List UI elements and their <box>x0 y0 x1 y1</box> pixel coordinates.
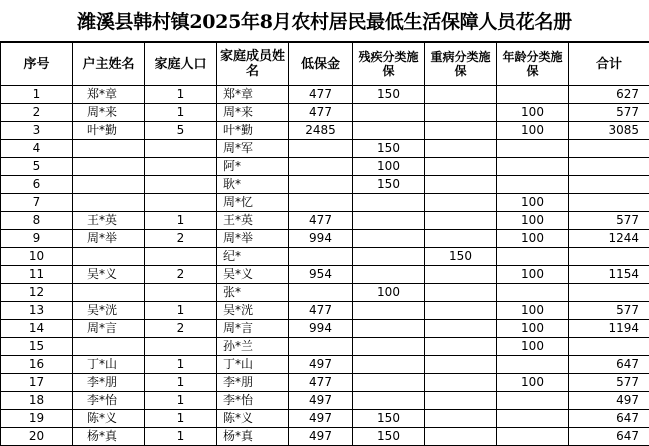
cell-illness[interactable] <box>425 374 497 392</box>
cell-household-size[interactable]: 2 <box>145 320 217 338</box>
cell-member-name[interactable]: 纪* <box>217 248 289 266</box>
cell-seq[interactable]: 6 <box>1 176 73 194</box>
cell-illness[interactable] <box>425 284 497 302</box>
cell-household-size[interactable]: 1 <box>145 86 217 104</box>
cell-head-name[interactable]: 周*来 <box>73 104 145 122</box>
cell-disability[interactable] <box>353 320 425 338</box>
cell-illness[interactable] <box>425 212 497 230</box>
cell-seq[interactable]: 3 <box>1 122 73 140</box>
header-seq: 序号 <box>1 43 73 86</box>
cell-seq[interactable]: 19 <box>1 410 73 428</box>
cell-household-size[interactable]: 1 <box>145 356 217 374</box>
cell-total[interactable] <box>569 140 649 158</box>
table-row <box>1 158 649 176</box>
cell-illness[interactable] <box>425 302 497 320</box>
table-row <box>1 320 649 338</box>
cell-illness[interactable] <box>425 140 497 158</box>
cell-seq[interactable]: 4 <box>1 140 73 158</box>
cell-age[interactable] <box>497 428 569 446</box>
cell-allowance[interactable]: 994 <box>289 320 353 338</box>
cell-disability[interactable]: 100 <box>353 284 425 302</box>
cell-disability[interactable] <box>353 302 425 320</box>
cell-household-size[interactable] <box>145 176 217 194</box>
cell-head-name[interactable]: 吴*洸 <box>73 302 145 320</box>
cell-member-name[interactable]: 李*朋 <box>217 374 289 392</box>
cell-head-name[interactable]: 杨*真 <box>73 428 145 446</box>
cell-member-name[interactable]: 张* <box>217 284 289 302</box>
cell-head-name[interactable]: 周*言 <box>73 320 145 338</box>
cell-disability[interactable] <box>353 122 425 140</box>
header-illness: 重病分类施保 <box>425 43 497 86</box>
cell-member-name[interactable]: 陈*义 <box>217 410 289 428</box>
table-row <box>1 266 649 284</box>
cell-disability[interactable] <box>353 266 425 284</box>
cell-age[interactable] <box>497 248 569 266</box>
cell-illness[interactable] <box>425 176 497 194</box>
cell-head-name[interactable]: 周*举 <box>73 230 145 248</box>
cell-allowance[interactable]: 477 <box>289 104 353 122</box>
cell-member-name[interactable]: 周*言 <box>217 320 289 338</box>
cell-member-name[interactable]: 周*来 <box>217 104 289 122</box>
cell-age[interactable]: 100 <box>497 104 569 122</box>
cell-total[interactable] <box>569 158 649 176</box>
table-row <box>1 104 649 122</box>
table-row <box>1 428 649 446</box>
cell-illness[interactable] <box>425 392 497 410</box>
cell-disability[interactable] <box>353 392 425 410</box>
roster-table <box>0 42 649 446</box>
cell-age[interactable]: 100 <box>497 122 569 140</box>
cell-head-name[interactable]: 叶*勤 <box>73 122 145 140</box>
cell-disability[interactable] <box>353 104 425 122</box>
cell-age[interactable] <box>497 158 569 176</box>
cell-disability[interactable] <box>353 356 425 374</box>
cell-disability[interactable]: 100 <box>353 158 425 176</box>
cell-total[interactable]: 3085 <box>569 122 649 140</box>
cell-member-name[interactable]: 阿* <box>217 158 289 176</box>
cell-disability[interactable] <box>353 338 425 356</box>
cell-allowance[interactable]: 477 <box>289 302 353 320</box>
cell-member-name[interactable]: 王*英 <box>217 212 289 230</box>
cell-disability[interactable] <box>353 230 425 248</box>
cell-member-name[interactable]: 郑*章 <box>217 86 289 104</box>
cell-illness[interactable] <box>425 122 497 140</box>
cell-seq[interactable]: 14 <box>1 320 73 338</box>
cell-age[interactable] <box>497 86 569 104</box>
cell-household-size[interactable]: 2 <box>145 266 217 284</box>
cell-total[interactable]: 1154 <box>569 266 649 284</box>
cell-illness[interactable] <box>425 356 497 374</box>
cell-illness[interactable] <box>425 410 497 428</box>
cell-seq[interactable]: 5 <box>1 158 73 176</box>
cell-seq[interactable]: 20 <box>1 428 73 446</box>
header-row <box>1 43 649 86</box>
cell-total[interactable]: 1244 <box>569 230 649 248</box>
cell-head-name[interactable] <box>73 158 145 176</box>
sheet-title: 潍溪县韩村镇2025年8月农村居民最低生活保障人员花名册 <box>0 0 649 42</box>
cell-household-size[interactable]: 1 <box>145 104 217 122</box>
cell-household-size[interactable]: 5 <box>145 122 217 140</box>
cell-household-size[interactable]: 1 <box>145 374 217 392</box>
table-row <box>1 356 649 374</box>
cell-member-name[interactable]: 杨*真 <box>217 428 289 446</box>
header-age: 年龄分类施保 <box>497 43 569 86</box>
cell-household-size[interactable]: 1 <box>145 302 217 320</box>
cell-illness[interactable] <box>425 338 497 356</box>
cell-member-name[interactable]: 周*举 <box>217 230 289 248</box>
cell-age[interactable]: 100 <box>497 230 569 248</box>
table-row <box>1 248 649 266</box>
header-household-size: 家庭人口 <box>145 43 217 86</box>
cell-allowance[interactable] <box>289 338 353 356</box>
cell-seq[interactable]: 7 <box>1 194 73 212</box>
cell-allowance[interactable]: 2485 <box>289 122 353 140</box>
cell-member-name[interactable]: 叶*勤 <box>217 122 289 140</box>
cell-total[interactable] <box>569 194 649 212</box>
cell-total[interactable]: 577 <box>569 374 649 392</box>
cell-member-name[interactable]: 周*忆 <box>217 194 289 212</box>
cell-total[interactable] <box>569 176 649 194</box>
cell-age[interactable] <box>497 356 569 374</box>
cell-seq[interactable]: 9 <box>1 230 73 248</box>
cell-disability[interactable]: 150 <box>353 86 425 104</box>
table-row <box>1 410 649 428</box>
cell-age[interactable]: 100 <box>497 320 569 338</box>
cell-head-name[interactable]: 吴*义 <box>73 266 145 284</box>
cell-head-name[interactable]: 王*英 <box>73 212 145 230</box>
cell-total[interactable]: 1194 <box>569 320 649 338</box>
cell-member-name[interactable]: 耿* <box>217 176 289 194</box>
cell-illness[interactable]: 150 <box>425 248 497 266</box>
cell-seq[interactable]: 1 <box>1 86 73 104</box>
table-row <box>1 392 649 410</box>
cell-illness[interactable] <box>425 320 497 338</box>
cell-household-size[interactable] <box>145 140 217 158</box>
cell-illness[interactable] <box>425 158 497 176</box>
cell-illness[interactable] <box>425 194 497 212</box>
cell-allowance[interactable]: 994 <box>289 230 353 248</box>
cell-age[interactable] <box>497 284 569 302</box>
cell-seq[interactable]: 18 <box>1 392 73 410</box>
cell-illness[interactable] <box>425 104 497 122</box>
cell-head-name[interactable]: 丁*山 <box>73 356 145 374</box>
cell-allowance[interactable]: 477 <box>289 86 353 104</box>
cell-age[interactable]: 100 <box>497 302 569 320</box>
cell-seq[interactable]: 16 <box>1 356 73 374</box>
table-row <box>1 194 649 212</box>
cell-household-size[interactable] <box>145 248 217 266</box>
table-row <box>1 140 649 158</box>
cell-head-name[interactable]: 郑*章 <box>73 86 145 104</box>
header-disability: 残疾分类施保 <box>353 43 425 86</box>
header-head-name: 户主姓名 <box>73 43 145 86</box>
cell-household-size[interactable]: 2 <box>145 230 217 248</box>
cell-illness[interactable] <box>425 230 497 248</box>
cell-disability[interactable] <box>353 374 425 392</box>
table-row <box>1 302 649 320</box>
cell-head-name[interactable]: 陈*义 <box>73 410 145 428</box>
cell-age[interactable]: 100 <box>497 374 569 392</box>
cell-head-name[interactable] <box>73 338 145 356</box>
cell-illness[interactable] <box>425 86 497 104</box>
cell-age[interactable]: 100 <box>497 266 569 284</box>
cell-disability[interactable]: 150 <box>353 410 425 428</box>
cell-member-name[interactable]: 周*军 <box>217 140 289 158</box>
cell-age[interactable] <box>497 392 569 410</box>
cell-age[interactable]: 100 <box>497 212 569 230</box>
cell-total[interactable] <box>569 338 649 356</box>
cell-age[interactable]: 100 <box>497 194 569 212</box>
cell-household-size[interactable] <box>145 158 217 176</box>
cell-disability[interactable] <box>353 248 425 266</box>
table-row <box>1 212 649 230</box>
header-member-name: 家庭成员姓名 <box>217 43 289 86</box>
cell-member-name[interactable]: 吴*洸 <box>217 302 289 320</box>
cell-allowance[interactable] <box>289 248 353 266</box>
cell-head-name[interactable] <box>73 248 145 266</box>
cell-household-size[interactable] <box>145 194 217 212</box>
cell-disability[interactable]: 150 <box>353 176 425 194</box>
cell-allowance[interactable]: 954 <box>289 266 353 284</box>
cell-total[interactable] <box>569 284 649 302</box>
cell-seq[interactable]: 13 <box>1 302 73 320</box>
cell-seq[interactable]: 17 <box>1 374 73 392</box>
cell-allowance[interactable]: 477 <box>289 374 353 392</box>
cell-head-name[interactable] <box>73 284 145 302</box>
cell-seq[interactable]: 2 <box>1 104 73 122</box>
cell-allowance[interactable] <box>289 194 353 212</box>
cell-age[interactable] <box>497 410 569 428</box>
cell-household-size[interactable]: 1 <box>145 428 217 446</box>
table-row <box>1 122 649 140</box>
cell-disability[interactable]: 150 <box>353 140 425 158</box>
cell-head-name[interactable] <box>73 176 145 194</box>
cell-seq[interactable]: 8 <box>1 212 73 230</box>
cell-allowance[interactable] <box>289 140 353 158</box>
cell-household-size[interactable] <box>145 284 217 302</box>
table-row <box>1 230 649 248</box>
cell-seq[interactable]: 10 <box>1 248 73 266</box>
cell-member-name[interactable]: 孙*兰 <box>217 338 289 356</box>
cell-member-name[interactable]: 丁*山 <box>217 356 289 374</box>
table-row <box>1 338 649 356</box>
table-body <box>1 86 649 446</box>
table-row <box>1 374 649 392</box>
cell-total[interactable]: 627 <box>569 86 649 104</box>
cell-seq[interactable]: 11 <box>1 266 73 284</box>
cell-member-name[interactable]: 李*怡 <box>217 392 289 410</box>
table-row <box>1 176 649 194</box>
cell-disability[interactable] <box>353 194 425 212</box>
cell-seq[interactable]: 15 <box>1 338 73 356</box>
cell-allowance[interactable] <box>289 158 353 176</box>
header-allowance: 低保金 <box>289 43 353 86</box>
cell-member-name[interactable]: 吴*义 <box>217 266 289 284</box>
cell-age[interactable] <box>497 140 569 158</box>
cell-seq[interactable]: 12 <box>1 284 73 302</box>
table-row <box>1 86 649 104</box>
cell-total[interactable]: 577 <box>569 104 649 122</box>
table-row <box>1 284 649 302</box>
cell-allowance[interactable]: 477 <box>289 212 353 230</box>
cell-head-name[interactable]: 李*怡 <box>73 392 145 410</box>
cell-total[interactable]: 497 <box>569 392 649 410</box>
cell-household-size[interactable] <box>145 338 217 356</box>
cell-total[interactable]: 577 <box>569 212 649 230</box>
cell-allowance[interactable]: 497 <box>289 410 353 428</box>
cell-head-name[interactable] <box>73 194 145 212</box>
cell-allowance[interactable]: 497 <box>289 392 353 410</box>
cell-total[interactable]: 647 <box>569 356 649 374</box>
cell-total[interactable]: 577 <box>569 302 649 320</box>
cell-household-size[interactable]: 1 <box>145 392 217 410</box>
cell-allowance[interactable] <box>289 284 353 302</box>
cell-household-size[interactable]: 1 <box>145 410 217 428</box>
header-total: 合计 <box>569 43 649 86</box>
cell-disability[interactable] <box>353 212 425 230</box>
cell-age[interactable] <box>497 176 569 194</box>
cell-allowance[interactable] <box>289 176 353 194</box>
cell-total[interactable]: 647 <box>569 410 649 428</box>
cell-household-size[interactable]: 1 <box>145 212 217 230</box>
cell-disability[interactable]: 150 <box>353 428 425 446</box>
cell-total[interactable] <box>569 248 649 266</box>
cell-illness[interactable] <box>425 428 497 446</box>
cell-allowance[interactable]: 497 <box>289 428 353 446</box>
cell-illness[interactable] <box>425 266 497 284</box>
cell-age[interactable]: 100 <box>497 338 569 356</box>
cell-total[interactable]: 647 <box>569 428 649 446</box>
cell-head-name[interactable] <box>73 140 145 158</box>
cell-allowance[interactable]: 497 <box>289 356 353 374</box>
cell-head-name[interactable]: 李*朋 <box>73 374 145 392</box>
